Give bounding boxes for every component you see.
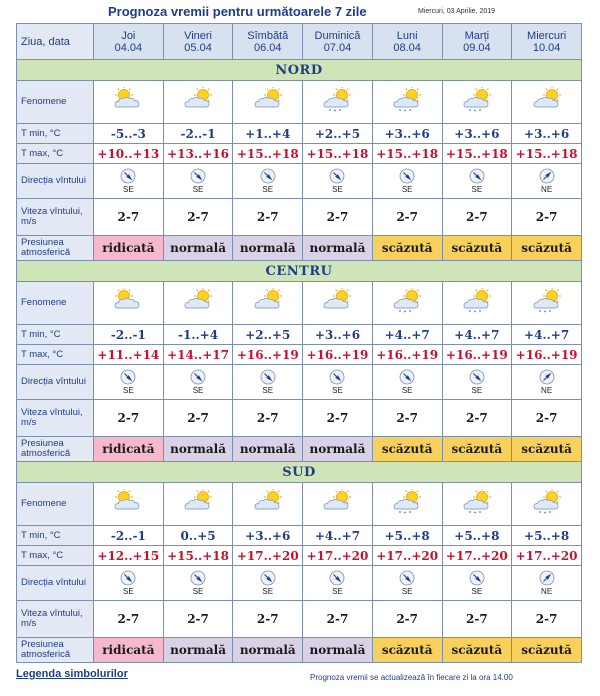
region-name: CENTRU: [17, 261, 582, 282]
tmax-value: +16..+19: [303, 345, 373, 365]
wind-dir-cell: [512, 164, 582, 199]
wind-dir: [303, 168, 372, 194]
tmin-row: [17, 325, 582, 345]
pressure-value: normală: [303, 638, 373, 663]
wind-compass-icon: [260, 570, 276, 586]
wind-speed-value: 2-7: [442, 199, 512, 236]
weather-cell: [442, 282, 512, 325]
wind-dir-text: SE: [123, 587, 134, 596]
tmin-row: [17, 124, 582, 144]
forecast-table: [16, 23, 582, 663]
tmin-value: +3..+6: [442, 124, 512, 144]
wind-dir: [303, 369, 372, 395]
tmax-value: +16..+19: [442, 345, 512, 365]
tmax-label: T max, °C: [17, 144, 94, 164]
wind-speed-value: 2-7: [303, 199, 373, 236]
weather-cell: [442, 81, 512, 124]
day-date: 10.04: [532, 41, 561, 54]
pressure-row: [17, 638, 582, 663]
wind-dir-label: Direcția vîntului: [17, 566, 94, 601]
wind-compass-icon: [120, 369, 136, 385]
wind-dir-cell: [303, 566, 373, 601]
weather-cell: [233, 81, 303, 124]
cloud-sun-rain-icon: [391, 87, 423, 113]
tmin-value: 0..+5: [163, 526, 233, 546]
weather-cell: [512, 282, 582, 325]
day-date: 05.04: [184, 41, 212, 54]
weather-cell: [512, 81, 582, 124]
day-name: Duminică: [314, 29, 361, 42]
sun-cloud-icon: [112, 87, 144, 113]
wind-speed-value: 2-7: [163, 601, 233, 638]
wind-speed-value: 2-7: [512, 601, 582, 638]
update-note: Prognoza vremii se actualizează în fiecare zi la ora 14.00: [310, 673, 513, 682]
tmax-value: +11..+14: [94, 345, 164, 365]
wind-dir-text: SE: [332, 185, 343, 194]
wind-dir-text: NE: [541, 386, 553, 395]
pressure-value: normală: [233, 437, 303, 462]
wind-dir-text: SE: [192, 386, 204, 395]
pressure-value: scăzută: [442, 236, 512, 261]
pressure-value: scăzută: [372, 236, 442, 261]
tmin-value: +2..+5: [233, 325, 303, 345]
cloud-sun-rain-icon: [461, 288, 493, 314]
wind-compass-icon: [469, 369, 485, 385]
fenomene-label: Fenomene: [17, 483, 94, 526]
day-date: 07.04: [323, 41, 352, 54]
pressure-value: ridicată: [94, 638, 164, 663]
day-name: Sîmbătă: [247, 29, 289, 42]
wind-compass-icon: [329, 570, 345, 586]
wind-compass-icon: [399, 570, 415, 586]
cloud-sun-rain-icon: [531, 489, 563, 515]
fenomene-row: [17, 282, 582, 325]
wind-compass-icon: [260, 369, 276, 385]
wind-dir-text: SE: [262, 587, 274, 596]
tmax-value: +17..+20: [233, 546, 303, 566]
wind-dir-text: SE: [401, 185, 413, 194]
wind-dir: [164, 168, 233, 194]
wind-dir: [94, 168, 163, 194]
day-date: 04.04: [114, 41, 143, 54]
tmin-value: +3..+6: [372, 124, 442, 144]
wind-speed-row: [17, 400, 582, 437]
tmax-value: +12..+15: [94, 546, 164, 566]
region-row: [17, 462, 582, 483]
wind-dir-cell: [94, 164, 164, 199]
wind-dir: [373, 168, 442, 194]
tmax-value: +15..+18: [233, 144, 303, 164]
day-header: [233, 24, 303, 60]
tmin-value: +5..+8: [442, 526, 512, 546]
tmax-value: +15..+18: [303, 144, 373, 164]
tmax-row: [17, 144, 582, 164]
region-row: [17, 60, 582, 81]
wind-compass-icon: [539, 570, 555, 586]
wind-dir-row: [17, 365, 582, 400]
pressure-value: scăzută: [372, 437, 442, 462]
wind-compass-icon: [329, 168, 345, 184]
wind-dir: [233, 369, 302, 395]
wind-dir-cell: [442, 365, 512, 400]
cloud-sun-icon: [252, 288, 284, 314]
day-date: 09.04: [463, 41, 491, 54]
weather-cell: [94, 81, 164, 124]
pressure-value: scăzută: [442, 638, 512, 663]
wind-dir-cell: [372, 164, 442, 199]
wind-compass-icon: [539, 168, 555, 184]
wind-speed-value: 2-7: [94, 400, 164, 437]
weather-cell: [372, 81, 442, 124]
tmin-value: +3..+6: [233, 526, 303, 546]
wind-dir-text: SE: [262, 185, 274, 194]
wind-compass-icon: [190, 168, 206, 184]
tmin-value: -2..-1: [94, 526, 164, 546]
day-date-label: Ziua, data: [17, 24, 94, 60]
pressure-value: normală: [163, 236, 233, 261]
pressure-value: scăzută: [512, 638, 582, 663]
wind-dir-cell: [233, 164, 303, 199]
day-name: Joi: [121, 29, 136, 42]
weather-cell: [163, 282, 233, 325]
tmin-value: -5..-3: [94, 124, 164, 144]
tmax-value: +17..+20: [442, 546, 512, 566]
wind-speed-row: [17, 601, 582, 638]
wind-speed-value: 2-7: [372, 601, 442, 638]
tmax-row: [17, 345, 582, 365]
pressure-value: normală: [163, 437, 233, 462]
tmax-label: T max, °C: [17, 546, 94, 566]
pressure-value: normală: [163, 638, 233, 663]
wind-dir-cell: [303, 365, 373, 400]
pressure-value: scăzută: [512, 437, 582, 462]
cloud-sun-rain-icon: [391, 489, 423, 515]
header-date: Miercuri, 03 Aprilie, 2019: [418, 8, 496, 15]
day-name: Marți: [464, 29, 490, 42]
pressure-row: [17, 236, 582, 261]
wind-compass-icon: [329, 369, 345, 385]
wind-compass-icon: [190, 570, 206, 586]
sun-cloud-icon: [112, 489, 144, 515]
cloud-sun-icon: [182, 87, 214, 113]
weather-cell: [94, 483, 164, 526]
pressure-value: normală: [303, 437, 373, 462]
wind-speed-value: 2-7: [163, 199, 233, 236]
day-date: 08.04: [393, 41, 421, 54]
weather-cell: [233, 282, 303, 325]
pressure-label: Presiunea atmosferică: [17, 638, 94, 663]
wind-dir-text: SE: [192, 587, 204, 596]
tmax-value: +14..+17: [163, 345, 233, 365]
wind-dir-text: SE: [332, 386, 343, 395]
tmax-row: [17, 546, 582, 566]
tmax-value: +10..+13: [94, 144, 164, 164]
wind-compass-icon: [399, 168, 415, 184]
tmin-value: -1..+4: [163, 325, 233, 345]
tmax-value: +16..+19: [512, 345, 582, 365]
tmin-value: +2..+5: [303, 124, 373, 144]
tmax-value: +17..+20: [303, 546, 373, 566]
wind-speed-value: 2-7: [94, 601, 164, 638]
tmin-label: T min, °C: [17, 124, 94, 144]
weather-cell: [442, 483, 512, 526]
wind-dir: [233, 570, 302, 596]
weather-cell: [163, 81, 233, 124]
weather-cell: [372, 282, 442, 325]
wind-dir: [373, 369, 442, 395]
wind-speed-value: 2-7: [303, 400, 373, 437]
pressure-value: normală: [233, 236, 303, 261]
wind-dir-cell: [303, 164, 373, 199]
wind-speed-value: 2-7: [372, 400, 442, 437]
cloud-sun-icon: [252, 489, 284, 515]
wind-speed-label: Viteza vîntului, m/s: [17, 400, 94, 437]
wind-speed-value: 2-7: [233, 199, 303, 236]
wind-speed-value: 2-7: [163, 400, 233, 437]
wind-dir: [233, 168, 302, 194]
tmax-value: +15..+18: [512, 144, 582, 164]
day-name: Luni: [396, 29, 418, 42]
wind-speed-row: [17, 199, 582, 236]
page-title: Prognoza vremii pentru următoarele 7 zile: [108, 4, 367, 19]
tmin-value: +4..+7: [303, 526, 373, 546]
wind-dir-text: SE: [332, 587, 343, 596]
fenomene-row: [17, 81, 582, 124]
cloud-sun-icon: [321, 489, 353, 515]
cloud-sun-icon: [182, 489, 214, 515]
tmin-value: +1..+4: [233, 124, 303, 144]
wind-speed-value: 2-7: [233, 601, 303, 638]
pressure-value: ridicată: [94, 236, 164, 261]
tmin-value: -2..-1: [94, 325, 164, 345]
pressure-label: Presiunea atmosferică: [17, 437, 94, 462]
fenomene-label: Fenomene: [17, 81, 94, 124]
wind-dir-cell: [442, 566, 512, 601]
day-header: [303, 24, 373, 60]
header-row: [17, 24, 582, 60]
pressure-value: scăzută: [372, 638, 442, 663]
wind-speed-value: 2-7: [233, 400, 303, 437]
tmin-value: +5..+8: [512, 526, 582, 546]
wind-dir: [443, 168, 512, 194]
weather-cell: [163, 483, 233, 526]
tmax-value: +15..+18: [442, 144, 512, 164]
pressure-value: scăzută: [442, 437, 512, 462]
day-name: Vineri: [184, 29, 213, 42]
wind-dir: [303, 570, 372, 596]
pressure-value: scăzută: [512, 236, 582, 261]
wind-dir-text: SE: [401, 386, 413, 395]
tmin-value: +3..+6: [303, 325, 373, 345]
pressure-value: normală: [303, 236, 373, 261]
wind-dir-text: SE: [123, 386, 134, 395]
legend-link[interactable]: Legenda simbolurilor: [16, 668, 128, 680]
wind-dir-cell: [442, 164, 512, 199]
wind-dir-label: Direcția vîntului: [17, 365, 94, 400]
tmin-value: +3..+6: [512, 124, 582, 144]
wind-compass-icon: [469, 570, 485, 586]
wind-dir: [512, 570, 581, 596]
tmin-value: +5..+8: [372, 526, 442, 546]
wind-speed-value: 2-7: [303, 601, 373, 638]
cloud-sun-icon: [321, 288, 353, 314]
wind-dir: [512, 168, 581, 194]
wind-compass-icon: [260, 168, 276, 184]
weather-cell: [303, 81, 373, 124]
tmax-value: +17..+20: [512, 546, 582, 566]
pressure-row: [17, 437, 582, 462]
wind-dir-text: NE: [541, 587, 553, 596]
wind-speed-value: 2-7: [94, 199, 164, 236]
wind-compass-icon: [120, 570, 136, 586]
tmin-label: T min, °C: [17, 325, 94, 345]
day-header: [94, 24, 164, 60]
wind-dir-cell: [163, 566, 233, 601]
weather-cell: [303, 282, 373, 325]
tmax-value: +15..+18: [163, 546, 233, 566]
wind-dir-text: SE: [471, 587, 483, 596]
wind-dir-cell: [372, 365, 442, 400]
wind-dir: [94, 369, 163, 395]
wind-compass-icon: [539, 369, 555, 385]
wind-speed-label: Viteza vîntului, m/s: [17, 199, 94, 236]
wind-compass-icon: [469, 168, 485, 184]
wind-dir: [94, 570, 163, 596]
wind-dir-text: SE: [262, 386, 274, 395]
cloud-sun-rain-icon: [461, 87, 493, 113]
day-date: 06.04: [253, 41, 282, 54]
pressure-label: Presiunea atmosferică: [17, 236, 94, 261]
cloud-sun-icon: [531, 87, 563, 113]
wind-dir: [373, 570, 442, 596]
pressure-value: normală: [233, 638, 303, 663]
wind-dir-text: SE: [471, 386, 483, 395]
cloud-sun-rain-icon: [461, 489, 493, 515]
wind-dir: [443, 570, 512, 596]
wind-dir-cell: [512, 365, 582, 400]
wind-compass-icon: [190, 369, 206, 385]
wind-speed-value: 2-7: [442, 400, 512, 437]
wind-dir-row: [17, 566, 582, 601]
wind-dir: [164, 369, 233, 395]
wind-dir-cell: [512, 566, 582, 601]
wind-speed-value: 2-7: [512, 400, 582, 437]
cloud-sun-rain-icon: [391, 288, 423, 314]
day-header: [163, 24, 233, 60]
wind-dir: [512, 369, 581, 395]
cloud-sun-rain-icon: [321, 87, 353, 113]
sun-cloud-icon: [112, 288, 144, 314]
cloud-sun-icon: [252, 87, 284, 113]
wind-dir-cell: [94, 566, 164, 601]
wind-dir-cell: [163, 164, 233, 199]
tmin-value: +4..+7: [372, 325, 442, 345]
weather-cell: [512, 483, 582, 526]
wind-speed-value: 2-7: [442, 601, 512, 638]
region-row: [17, 261, 582, 282]
wind-dir-cell: [233, 365, 303, 400]
tmax-value: +17..+20: [372, 546, 442, 566]
weather-cell: [372, 483, 442, 526]
wind-dir-text: SE: [471, 185, 483, 194]
region-name: SUD: [17, 462, 582, 483]
wind-dir: [443, 369, 512, 395]
weather-cell: [303, 483, 373, 526]
wind-dir-cell: [94, 365, 164, 400]
wind-dir-cell: [372, 566, 442, 601]
wind-speed-value: 2-7: [372, 199, 442, 236]
fenomene-label: Fenomene: [17, 282, 94, 325]
tmin-value: +4..+7: [442, 325, 512, 345]
wind-dir-text: SE: [192, 185, 204, 194]
day-header: [442, 24, 512, 60]
tmin-row: [17, 526, 582, 546]
tmax-value: +16..+19: [233, 345, 303, 365]
tmax-label: T max, °C: [17, 345, 94, 365]
weather-cell: [94, 282, 164, 325]
wind-dir-text: SE: [401, 587, 413, 596]
wind-dir-text: SE: [123, 185, 134, 194]
wind-dir: [164, 570, 233, 596]
tmax-value: +16..+19: [372, 345, 442, 365]
wind-speed-label: Viteza vîntului, m/s: [17, 601, 94, 638]
tmin-value: +4..+7: [512, 325, 582, 345]
day-header: [512, 24, 582, 60]
tmin-label: T min, °C: [17, 526, 94, 546]
fenomene-row: [17, 483, 582, 526]
day-header: [372, 24, 442, 60]
wind-dir-text: NE: [541, 185, 553, 194]
region-name: NORD: [17, 60, 582, 81]
wind-compass-icon: [120, 168, 136, 184]
page-header: [0, 0, 600, 22]
wind-speed-value: 2-7: [512, 199, 582, 236]
wind-dir-cell: [233, 566, 303, 601]
pressure-value: ridicată: [94, 437, 164, 462]
wind-dir-label: Direcția vîntului: [17, 164, 94, 199]
cloud-sun-icon: [182, 288, 214, 314]
tmax-value: +13..+16: [163, 144, 233, 164]
weather-cell: [233, 483, 303, 526]
tmin-value: -2..-1: [163, 124, 233, 144]
cloud-sun-rain-icon: [531, 288, 563, 314]
day-name: Miercuri: [527, 29, 567, 42]
wind-dir-cell: [163, 365, 233, 400]
wind-compass-icon: [399, 369, 415, 385]
wind-dir-row: [17, 164, 582, 199]
tmax-value: +15..+18: [372, 144, 442, 164]
